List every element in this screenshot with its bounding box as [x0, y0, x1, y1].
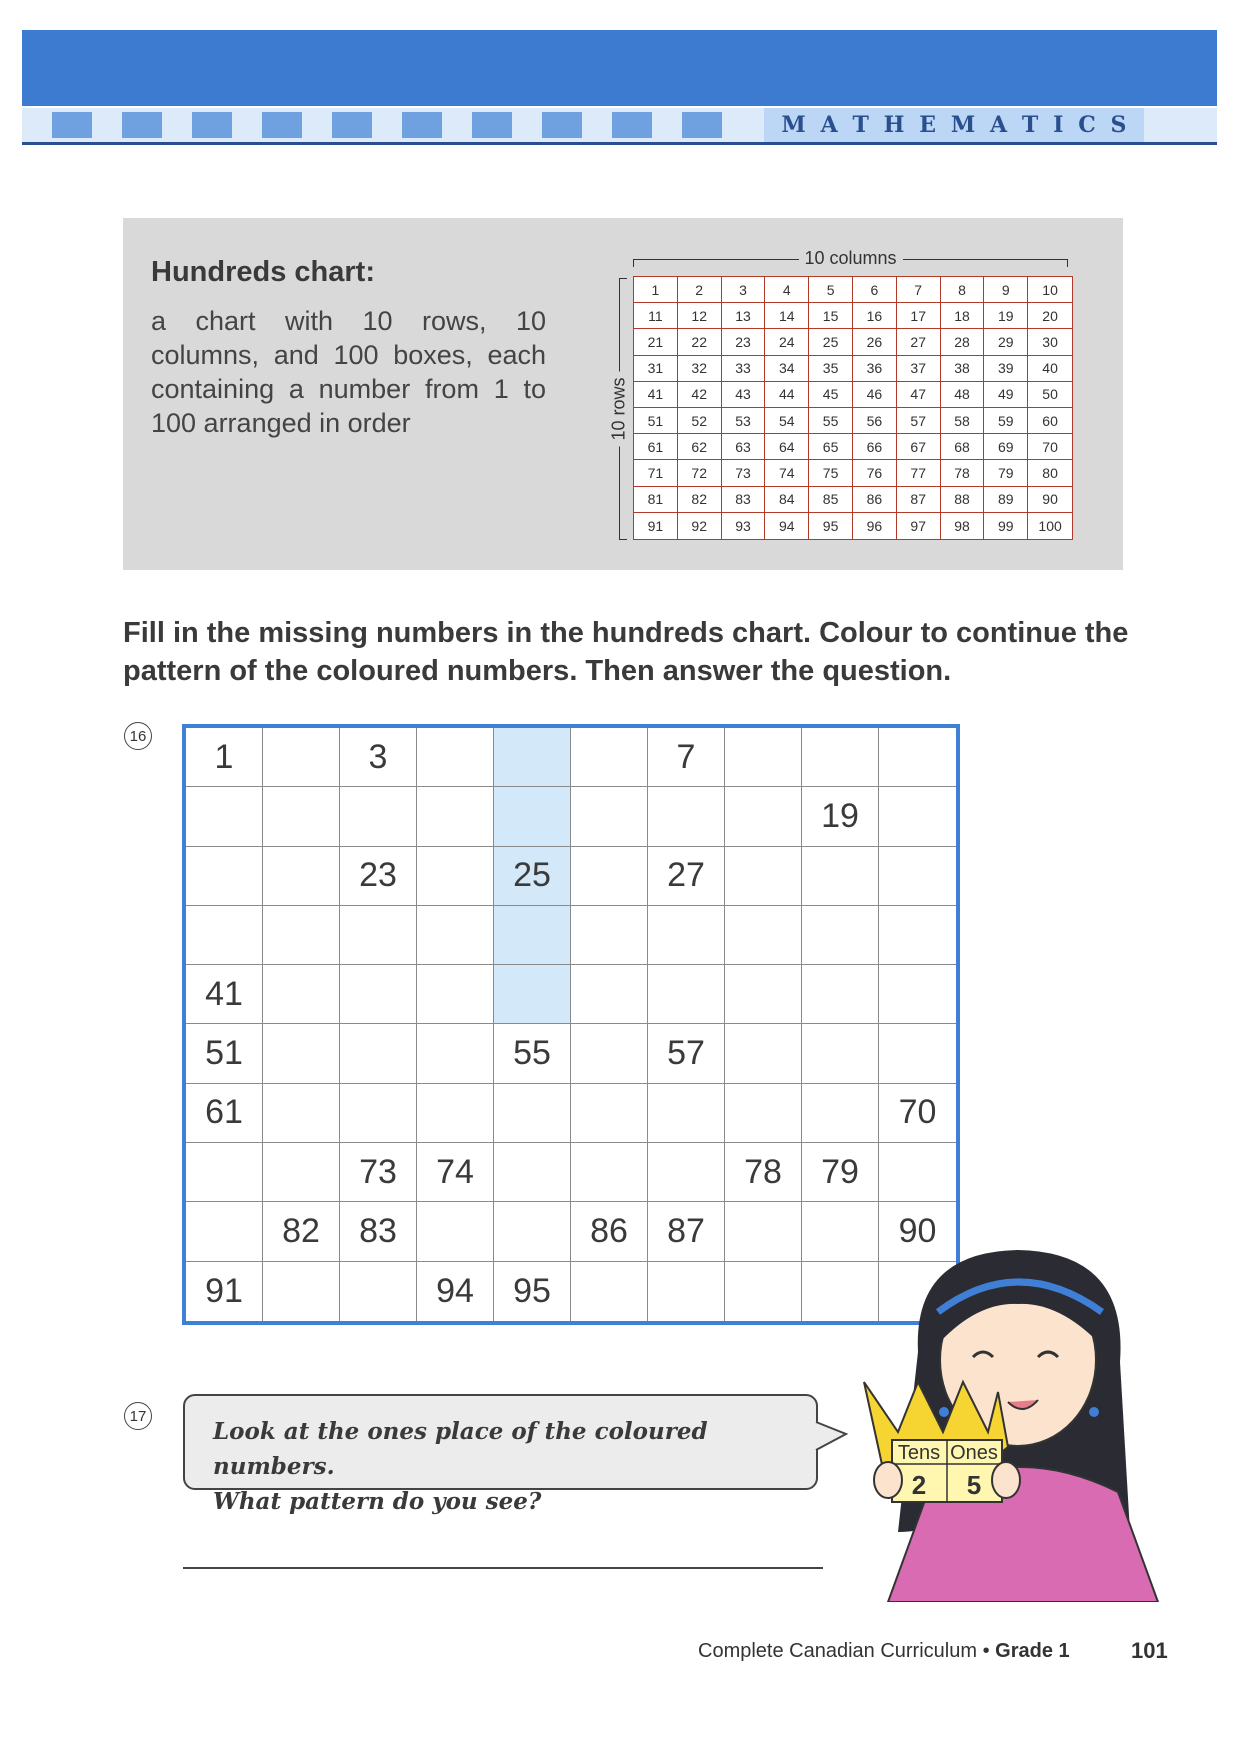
exercise-cell[interactable]: [417, 1024, 494, 1083]
exercise-cell[interactable]: [571, 787, 648, 846]
chart-cell: 87: [897, 487, 941, 513]
chart-cell: 58: [941, 408, 985, 434]
exercise-cell[interactable]: 1: [186, 728, 263, 787]
exercise-cell[interactable]: [263, 965, 340, 1024]
chart-cell: 13: [722, 303, 766, 329]
chart-cell: 31: [634, 356, 678, 382]
chart-cell: 47: [897, 382, 941, 408]
chart-cell: 36: [853, 356, 897, 382]
chart-cell: 38: [941, 356, 985, 382]
chart-cell: 67: [897, 434, 941, 460]
exercise-cell[interactable]: [725, 787, 802, 846]
chart-cell: 86: [853, 487, 897, 513]
exercise-cell[interactable]: 27: [648, 847, 725, 906]
exercise-cell[interactable]: [879, 847, 956, 906]
exercise-cell[interactable]: [802, 728, 879, 787]
chart-cell: 57: [897, 408, 941, 434]
chart-cell: 56: [853, 408, 897, 434]
strip-block: [542, 112, 582, 138]
chart-cell: 71: [634, 460, 678, 486]
strip-block: [192, 112, 232, 138]
girl-illustration: [858, 1232, 1178, 1602]
chart-cell: 79: [984, 460, 1028, 486]
exercise-cell[interactable]: [494, 965, 571, 1024]
chart-cell: 69: [984, 434, 1028, 460]
chart-cell: 92: [678, 513, 722, 539]
exercise-cell[interactable]: [571, 906, 648, 965]
subject-title: [764, 108, 1144, 142]
subject-letter: C: [1078, 112, 1096, 138]
chart-cell: 65: [809, 434, 853, 460]
exercise-cell[interactable]: 86: [571, 1202, 648, 1261]
exercise-cell[interactable]: 7: [648, 728, 725, 787]
chart-cell: 60: [1028, 408, 1072, 434]
chart-cell: 18: [941, 303, 985, 329]
chart-cell: 80: [1028, 460, 1072, 486]
question-line-2: What pattern do you see?: [213, 1488, 542, 1515]
exercise-cell[interactable]: [725, 965, 802, 1024]
card-ones-label: Ones: [950, 1442, 998, 1464]
chart-cell: 29: [984, 329, 1028, 355]
exercise-cell[interactable]: [571, 728, 648, 787]
chart-cell: 32: [678, 356, 722, 382]
exercise-cell[interactable]: [494, 1202, 571, 1261]
exercise-cell[interactable]: [340, 1262, 417, 1321]
footer-grade: Grade 1: [995, 1640, 1070, 1662]
chart-cell: 89: [984, 487, 1028, 513]
answer-line[interactable]: [183, 1567, 823, 1569]
exercise-cell[interactable]: [571, 1262, 648, 1321]
exercise-cell[interactable]: [879, 787, 956, 846]
exercise-cell[interactable]: [417, 847, 494, 906]
chart-cell: 35: [809, 356, 853, 382]
exercise-cell[interactable]: [263, 1143, 340, 1202]
exercise-cell[interactable]: [417, 1202, 494, 1261]
chart-cell: 2: [678, 277, 722, 303]
chart-cell: 17: [897, 303, 941, 329]
exercise-cell[interactable]: 70: [879, 1084, 956, 1143]
exercise-cell[interactable]: [494, 906, 571, 965]
header-banner: [22, 30, 1217, 140]
chart-cell: 28: [941, 329, 985, 355]
subject-letter: A: [990, 112, 1008, 138]
exercise-cell[interactable]: [571, 965, 648, 1024]
chart-cell: 6: [853, 277, 897, 303]
chart-cell: 23: [722, 329, 766, 355]
rows-dimension: [607, 278, 631, 540]
chart-cell: 73: [722, 460, 766, 486]
chart-cell: 96: [853, 513, 897, 539]
chart-cell: 22: [678, 329, 722, 355]
chart-cell: 14: [765, 303, 809, 329]
banner-underline: [22, 142, 1217, 145]
chart-cell: 88: [941, 487, 985, 513]
strip-block: [52, 112, 92, 138]
exercise-cell[interactable]: [802, 1024, 879, 1083]
chart-cell: 99: [984, 513, 1028, 539]
strip-block: [472, 112, 512, 138]
exercise-cell[interactable]: [263, 728, 340, 787]
chart-cell: 49: [984, 382, 1028, 408]
chart-cell: 12: [678, 303, 722, 329]
chart-cell: 93: [722, 513, 766, 539]
exercise-cell[interactable]: 61: [186, 1084, 263, 1143]
exercise-cell[interactable]: [494, 787, 571, 846]
exercise-hundreds-chart: [182, 724, 960, 1325]
chart-cell: 53: [722, 408, 766, 434]
chart-cell: 64: [765, 434, 809, 460]
chart-cell: 81: [634, 487, 678, 513]
exercise-cell[interactable]: [802, 906, 879, 965]
exercise-cell[interactable]: 83: [340, 1202, 417, 1261]
exercise-cell[interactable]: 3: [340, 728, 417, 787]
exercise-cell[interactable]: [494, 1084, 571, 1143]
chart-cell: 85: [809, 487, 853, 513]
exercise-cell[interactable]: [186, 906, 263, 965]
exercise-cell[interactable]: 95: [494, 1262, 571, 1321]
page-number: 101: [1131, 1638, 1168, 1663]
chart-cell: 78: [941, 460, 985, 486]
exercise-cell[interactable]: [417, 787, 494, 846]
chart-cell: 1: [634, 277, 678, 303]
definition-box: [123, 218, 1123, 570]
chart-cell: 8: [941, 277, 985, 303]
subject-letter: H: [883, 112, 905, 138]
exercise-cell[interactable]: [725, 728, 802, 787]
chart-cell: 46: [853, 382, 897, 408]
chart-cell: 52: [678, 408, 722, 434]
subject-letter: T: [852, 112, 869, 138]
chart-cell: 39: [984, 356, 1028, 382]
chart-cell: 24: [765, 329, 809, 355]
chart-cell: 70: [1028, 434, 1072, 460]
exercise-cell[interactable]: [571, 1084, 648, 1143]
chart-cell: 19: [984, 303, 1028, 329]
chart-cell: 82: [678, 487, 722, 513]
card-tens-digit: 2: [911, 1470, 927, 1500]
exercise-cell[interactable]: 82: [263, 1202, 340, 1261]
chart-cell: 50: [1028, 382, 1072, 408]
chart-cell: 30: [1028, 329, 1072, 355]
chart-cell: 84: [765, 487, 809, 513]
strip-block: [682, 112, 722, 138]
exercise-cell[interactable]: [494, 1143, 571, 1202]
exercise-grid: [186, 728, 956, 1321]
exercise-cell[interactable]: [725, 1084, 802, 1143]
exercise-cell[interactable]: [263, 847, 340, 906]
chart-cell: 100: [1038, 517, 1062, 534]
exercise-cell[interactable]: [340, 1084, 417, 1143]
instruction-text: Fill in the missing numbers in the hundreds chart. Colour to continue the pattern of the coloured numbers. Then answer the question.: [123, 617, 1129, 687]
exercise-cell[interactable]: [340, 787, 417, 846]
example-hundreds-chart: [633, 276, 1073, 540]
exercise-cell[interactable]: [571, 1143, 648, 1202]
strip-block: [122, 112, 162, 138]
exercise-cell[interactable]: [186, 847, 263, 906]
chart-cell: 25: [809, 329, 853, 355]
exercise-cell[interactable]: [417, 965, 494, 1024]
exercise-cell[interactable]: [879, 1024, 956, 1083]
exercise-cell[interactable]: [879, 1143, 956, 1202]
exercise-cell[interactable]: [417, 1084, 494, 1143]
question-number-17: 17: [124, 1402, 152, 1430]
chart-cell: 54: [765, 408, 809, 434]
exercise-cell[interactable]: [263, 906, 340, 965]
exercise-cell[interactable]: [648, 906, 725, 965]
exercise-cell[interactable]: 51: [186, 1024, 263, 1083]
chart-cell: 7: [897, 277, 941, 303]
chart-cell: 33: [722, 356, 766, 382]
exercise-cell[interactable]: [725, 847, 802, 906]
chart-cell: 63: [722, 434, 766, 460]
exercise-cell[interactable]: [648, 965, 725, 1024]
question-text: [213, 1414, 816, 1519]
subject-letter: I: [1053, 112, 1064, 138]
exercise-cell[interactable]: 41: [186, 965, 263, 1024]
chart-cell: 48: [941, 382, 985, 408]
exercise-cell[interactable]: [648, 1084, 725, 1143]
bubble-tail: [812, 1420, 852, 1460]
subject-letter: M: [950, 112, 976, 138]
exercise-cell[interactable]: [725, 1202, 802, 1261]
exercise-cell[interactable]: 19: [802, 787, 879, 846]
chart-cell: 97: [897, 513, 941, 539]
rows-label: 10 rows: [609, 371, 630, 446]
chart-cell: 72: [678, 460, 722, 486]
chart-cell: 76: [853, 460, 897, 486]
exercise-cell[interactable]: [879, 965, 956, 1024]
exercise-cell[interactable]: 94: [417, 1262, 494, 1321]
chart-cell: 21: [634, 329, 678, 355]
subject-letter: E: [919, 112, 937, 138]
columns-label: 10 columns: [798, 248, 902, 269]
chart-cell: 41: [634, 382, 678, 408]
chart-cell: 4: [765, 277, 809, 303]
exercise-cell[interactable]: [340, 965, 417, 1024]
chart-cell: 51: [634, 408, 678, 434]
chart-cell: 10: [1028, 277, 1072, 303]
chart-cell: 40: [1028, 356, 1072, 382]
exercise-cell[interactable]: 90: [879, 1202, 956, 1261]
exercise-cell[interactable]: [263, 1024, 340, 1083]
strip-block: [612, 112, 652, 138]
chart-cell: 20: [1028, 303, 1072, 329]
chart-cell: 42: [678, 382, 722, 408]
chart-cell: 95: [809, 513, 853, 539]
exercise-cell[interactable]: [571, 1024, 648, 1083]
chart-cell: 15: [809, 303, 853, 329]
chart-cell: 98: [941, 513, 985, 539]
chart-cell: 94: [765, 513, 809, 539]
banner-band: [22, 30, 1217, 106]
chart-cell: 83: [722, 487, 766, 513]
exercise-cell[interactable]: [494, 728, 571, 787]
exercise-cell[interactable]: [879, 728, 956, 787]
definition-title: Hundreds chart:: [151, 256, 375, 288]
chart-cell: 74: [765, 460, 809, 486]
columns-dimension: [633, 248, 1068, 270]
chart-cell: 16: [853, 303, 897, 329]
card-tens-label: Tens: [897, 1442, 941, 1464]
footer-series: Complete Canadian Curriculum •: [698, 1640, 996, 1662]
exercise-cell[interactable]: [879, 906, 956, 965]
subject-letter: T: [1021, 112, 1039, 138]
footer-text: [698, 1640, 1070, 1663]
subject-letter: S: [1110, 112, 1127, 138]
chart-cell: 45: [809, 382, 853, 408]
exercise-cell[interactable]: 79: [802, 1143, 879, 1202]
chart-cell: 11: [634, 303, 678, 329]
exercise-cell[interactable]: 87: [648, 1202, 725, 1261]
chart-cell: 59: [984, 408, 1028, 434]
exercise-cell[interactable]: [802, 965, 879, 1024]
exercise-cell[interactable]: 55: [494, 1024, 571, 1083]
subject-letter: A: [820, 112, 838, 138]
card-ones-digit: 5: [966, 1470, 982, 1500]
strip-block: [262, 112, 302, 138]
exercise-cell[interactable]: [802, 847, 879, 906]
chart-cell: 68: [941, 434, 985, 460]
chart-cell: 34: [765, 356, 809, 382]
exercise-cell[interactable]: 91: [186, 1262, 263, 1321]
exercise-cell[interactable]: [263, 1262, 340, 1321]
chart-cell: 55: [809, 408, 853, 434]
exercise-cell[interactable]: [186, 1202, 263, 1261]
exercise-cell[interactable]: [340, 906, 417, 965]
exercise-cell[interactable]: 78: [725, 1143, 802, 1202]
question-line-1: Look at the ones place of the coloured numbers.: [213, 1418, 708, 1480]
strip-block: [332, 112, 372, 138]
exercise-cell[interactable]: [725, 1024, 802, 1083]
chart-cell: 9: [984, 277, 1028, 303]
exercise-cell[interactable]: 57: [648, 1024, 725, 1083]
chart-cell: 43: [722, 382, 766, 408]
exercise-cell[interactable]: [417, 906, 494, 965]
chart-cell: 3: [722, 277, 766, 303]
chart-cell: 26: [853, 329, 897, 355]
definition-text: a chart with 10 rows, 10 columns, and 100 boxes, each containing a number from 1 to 100 arranged in order: [151, 306, 546, 438]
chart-cell: 5: [809, 277, 853, 303]
exercise-cell[interactable]: 25: [494, 847, 571, 906]
exercise-cell[interactable]: [263, 1084, 340, 1143]
exercise-cell[interactable]: [725, 906, 802, 965]
chart-cell: 90: [1028, 487, 1072, 513]
chart-cell: 77: [897, 460, 941, 486]
chart-cell: 91: [634, 513, 678, 539]
exercise-cell[interactable]: [186, 1143, 263, 1202]
exercise-cell[interactable]: 73: [340, 1143, 417, 1202]
chart-cell: 27: [897, 329, 941, 355]
chart-cell: 66: [853, 434, 897, 460]
chart-cell: 62: [678, 434, 722, 460]
speech-bubble: [183, 1394, 818, 1515]
question-number-16: 16: [124, 722, 152, 750]
exercise-cell[interactable]: [648, 1262, 725, 1321]
chart-cell: 61: [634, 434, 678, 460]
exercise-cell[interactable]: [186, 787, 263, 846]
exercise-cell[interactable]: [648, 1143, 725, 1202]
exercise-cell[interactable]: [648, 787, 725, 846]
exercise-cell[interactable]: [417, 728, 494, 787]
exercise-cell[interactable]: [725, 1262, 802, 1321]
chart-cell: 44: [765, 382, 809, 408]
exercise-cell[interactable]: [340, 1024, 417, 1083]
exercise-cell[interactable]: 23: [340, 847, 417, 906]
chart-cell: 75: [809, 460, 853, 486]
subject-letter: M: [781, 112, 806, 138]
exercise-cell[interactable]: [571, 847, 648, 906]
exercise-cell[interactable]: 74: [417, 1143, 494, 1202]
strip-block: [402, 112, 442, 138]
exercise-cell[interactable]: [263, 787, 340, 846]
exercise-cell[interactable]: [802, 1084, 879, 1143]
chart-cell: 37: [897, 356, 941, 382]
